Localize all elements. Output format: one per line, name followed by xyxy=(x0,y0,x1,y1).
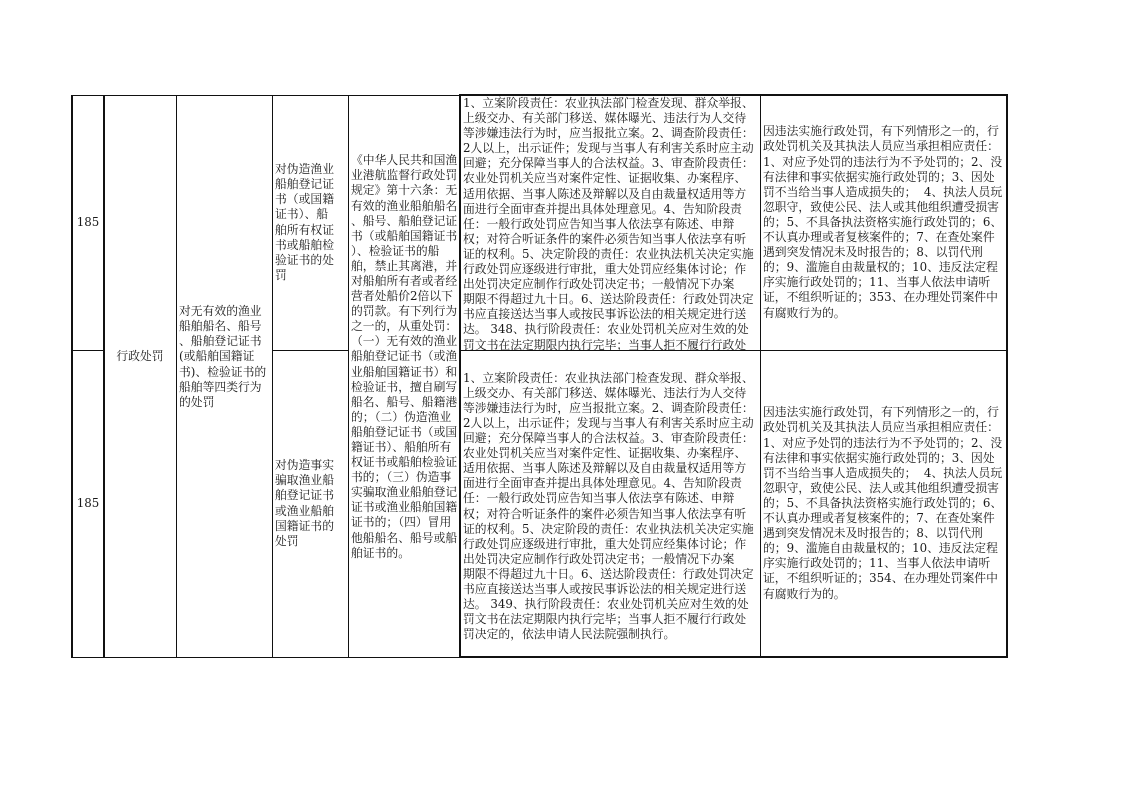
item-cell-row-2-text xyxy=(275,458,346,549)
text-line: 罚文书在法定期限内执行完毕；当事人拒不履行行政处 xyxy=(463,337,747,350)
item-cell-row-2 xyxy=(272,350,348,657)
text-line: 期限不得超过九十日。6、送达阶段责任：行政处罚决定 xyxy=(463,566,754,581)
text-line: 实骗取渔业船舶登记 xyxy=(351,485,458,500)
text-line: 的；（二）伪造渔业 xyxy=(351,409,452,424)
text-line: 有效的渔业船舶船名 xyxy=(351,198,458,213)
text-line: 舶所有权证 xyxy=(275,222,334,237)
grid-line xyxy=(71,95,73,658)
text-line: 船名、船号、船籍港 xyxy=(351,394,458,409)
accountability-cell-row-2-text xyxy=(763,405,1005,601)
text-line: 舶证书的。 xyxy=(351,545,410,560)
text-line: 业港航监督行政处罚 xyxy=(351,168,458,183)
text-line: 农业处罚机关应当对案件定性、证据收集、办案程序、 xyxy=(463,446,747,461)
text-line: 面进行全面审查并提出具体处理意见。4、告知阶段责 xyxy=(463,201,742,216)
grid-line xyxy=(1006,95,1008,658)
text-line: 适用依据、当事人陈述及辩解以及自由裁量权适用等方 xyxy=(463,186,747,201)
grid-line xyxy=(71,95,460,96)
text-line: 序实施行政处罚的；11、当事人依法申请听 xyxy=(763,275,991,290)
text-line: 证，不组织听证的；353、在办理处罚案件中 xyxy=(763,290,998,305)
grid-line xyxy=(459,95,461,658)
text-line: 证书）、船 xyxy=(275,207,329,222)
grid-line xyxy=(760,95,761,658)
text-line: 有腐败行为的。 xyxy=(763,305,846,320)
number-cell-row-2 xyxy=(72,350,104,657)
text-line: 骗取渔业船 xyxy=(275,473,334,488)
text-line: 上级交办、有关部门移送、媒体曝光、违法行为人交待 xyxy=(463,111,747,126)
text-line: 之一的，从重处罚： xyxy=(351,319,458,334)
text-line: 书)、检验证书的 xyxy=(179,364,267,379)
text-line: 遇到突发情况未及时报告的；8、以罚代刑 xyxy=(763,526,983,541)
text-line: 罚决定的，依法申请人民法院强制执行。 xyxy=(463,627,676,642)
duty-cell-row-1-text xyxy=(463,96,758,350)
text-line: 等涉嫌违法行为时，应当报批立案。2、调查阶段责任： xyxy=(463,126,754,141)
text-line: 船舶登记证 xyxy=(275,177,334,192)
grid-line xyxy=(459,350,1008,351)
text-line: 书应直接送达当事人或按民事诉讼法的相关规定进行送 xyxy=(463,581,747,596)
grid-line xyxy=(71,657,460,658)
text-line: 序实施行政处罚的；11、当事人依法申请听 xyxy=(763,556,991,571)
accountability-cell-row-1-text xyxy=(763,124,1005,320)
text-line: 农业处罚机关应当对案件定性、证据收集、办案程序、 xyxy=(463,171,747,186)
text-line: 1、对应予处罚的违法行为不予处罚的；2、没 xyxy=(763,154,1003,169)
text-line: 船舶船名、船号 xyxy=(179,319,262,334)
text-line: 的；5、不具备执法资格实施行政处罚的；6、 xyxy=(763,495,1003,510)
grid-line xyxy=(103,95,105,658)
text-line: 船舶等四类行为 xyxy=(179,379,262,394)
text-line: （一）无有效的渔业 xyxy=(351,334,458,349)
text-line: 的处罚 xyxy=(179,394,215,409)
text-line: 证书或渔业船舶国籍 xyxy=(351,500,458,515)
text-line: 规定》第十六条：无 xyxy=(351,183,458,198)
text-line: 处罚 xyxy=(275,533,299,548)
text-line: 验证书的处 xyxy=(275,252,334,267)
category-cell xyxy=(104,95,176,657)
text-line: 证的权利。5、决定阶段的责任：农业执法机关决定实施 xyxy=(463,246,754,261)
text-line: 证，不组织听证的；354、在办理处罚案件中 xyxy=(763,571,998,586)
text-line: 行政处罚应逐级进行审批，重大处罚应经集体讨论；作 xyxy=(463,262,747,277)
text-line: 或渔业船舶 xyxy=(275,503,334,518)
text-line: 书或船舶检 xyxy=(275,237,334,252)
text-line: (或船舶国籍证 xyxy=(179,349,255,364)
text-line: 罚文书在法定期限内执行完毕；当事人拒不履行行政处 xyxy=(463,612,747,627)
text-line: 的；9、滥施自由裁量权的；10、违反法定程 xyxy=(763,541,998,556)
text-line: 适用依据、当事人陈述及辩解以及自由裁量权适用等方 xyxy=(463,461,747,476)
text-line: 2人以上，出示证件；发现与当事人有利害关系时应主动 xyxy=(463,141,754,156)
accountability-cell-row-2 xyxy=(760,350,1007,657)
text-line: 上级交办、有关部门移送、媒体曝光、违法行为人交待 xyxy=(463,385,747,400)
text-line: 权证书或船舶检验证 xyxy=(351,455,458,470)
text-line: 国籍证书的 xyxy=(275,518,334,533)
text-line: 1、立案阶段责任：农业执法部门检查发现、群众举报、 xyxy=(463,370,754,385)
text-line: 不认真办理或者复核案件的；7、在查处案件 xyxy=(763,511,995,526)
duty-cell-row-2 xyxy=(460,350,760,657)
text-line: ）、检验证书的船 xyxy=(351,243,440,258)
text-line: 忽职守，致使公民、法人或其他组织遭受损害 xyxy=(763,480,999,495)
category-text: 行政处罚 xyxy=(116,349,164,364)
text-line: 、船舶登记证书 xyxy=(179,334,262,349)
text-line: 权；对符合听证条件的案件必须告知当事人依法享有听 xyxy=(463,231,747,246)
text-line: 罚不当给当事人造成损失的； 4、执法人员玩 xyxy=(763,465,1003,480)
duty-cell-row-1 xyxy=(460,95,760,350)
text-line: 的罚款。有下列行为 xyxy=(351,304,458,319)
text-line: 等涉嫌违法行为时，应当报批立案。2、调查阶段责任： xyxy=(463,400,754,415)
text-line: 不认真办理或者复核案件的；7、在查处案件 xyxy=(763,230,995,245)
text-line: 证的权利。5、决定阶段的责任：农业执法机关决定实施 xyxy=(463,521,754,536)
text-line: 舶，禁止其离港，并 xyxy=(351,258,458,273)
text-line: 《中华人民共和国渔 xyxy=(351,153,458,168)
text-line: 因违法实施行政处罚，有下列情形之一的，行 xyxy=(763,124,999,139)
text-line: 政处罚机关及其执法人员应当承担相应责任： xyxy=(763,420,999,435)
text-line: 船舶登记证书（或国 xyxy=(351,424,458,439)
text-line: 他船船名、船号或船 xyxy=(351,530,458,545)
text-line: 检验证书，擅自刷写 xyxy=(351,379,458,394)
text-line: 因违法实施行政处罚，有下列情形之一的，行 xyxy=(763,405,999,420)
text-line: 忽职守，致使公民、法人或其他组织遭受损害 xyxy=(763,199,999,214)
grid-line xyxy=(459,94,1008,96)
text-line: 1、立案阶段责任：农业执法部门检查发现、群众举报、 xyxy=(463,96,754,110)
text-line: 书（或国籍 xyxy=(275,192,334,207)
text-line: 船舶登记证书（或渔 xyxy=(351,349,458,364)
row-number: 185 xyxy=(76,214,100,229)
text-line: 任：一般行政处罚应告知当事人依法享有陈述、申辩 xyxy=(463,216,735,231)
duty-cell-row-2-text xyxy=(463,371,758,643)
text-line: 回避；充分保障当事人的合法权益。3、审查阶段责任： xyxy=(463,156,754,171)
accountability-cell-row-1 xyxy=(760,95,1007,350)
text-line: 2人以上，出示证件；发现与当事人有利害关系时应主动 xyxy=(463,415,754,430)
text-line: 对伪造事实 xyxy=(275,458,334,473)
grid-line xyxy=(176,95,177,658)
text-line: 的；5、不具备执法资格实施行政处罚的；6、 xyxy=(763,214,1003,229)
text-line: 对无有效的渔业 xyxy=(179,304,262,319)
text-line: 回避；充分保障当事人的合法权益。3、审查阶段责任： xyxy=(463,431,754,446)
text-line: 籍证书）、船舶所有 xyxy=(351,440,452,455)
text-line: 营者处船价2倍以下 xyxy=(351,289,453,304)
text-line: 期限不得超过九十日。6、送达阶段责任：行政处罚决定 xyxy=(463,292,754,307)
subject-cell xyxy=(176,95,272,657)
text-line: 有法律和事实依据实施行政处罚的；3、因处 xyxy=(763,450,995,465)
text-line: 出处罚决定应制作行政处罚决定书；一般情况下办案 xyxy=(463,551,735,566)
text-line: 书应直接送达当事人或按民事诉讼法的相关规定进行送 xyxy=(463,307,747,322)
subject-cell-text xyxy=(179,304,270,410)
text-line: 业船舶国籍证书）和 xyxy=(351,364,458,379)
grid-line xyxy=(348,95,349,658)
text-line: 有法律和事实依据实施行政处罚的；3、因处 xyxy=(763,169,995,184)
item-cell-row-1-text xyxy=(275,162,346,283)
text-line: 书（或船舶国籍证书 xyxy=(351,228,458,243)
text-line: 的；9、滥施自由裁量权的；10、违反法定程 xyxy=(763,260,998,275)
text-line: 遇到突发情况未及时报告的；8、以罚代刑 xyxy=(763,245,983,260)
text-line: 权；对符合听证条件的案件必须告知当事人依法享有听 xyxy=(463,506,747,521)
text-line: 舶登记证书 xyxy=(275,488,334,503)
text-line: 对伪造渔业 xyxy=(275,162,334,177)
text-line: 罚不当给当事人造成损失的； 4、执法人员玩 xyxy=(763,184,1003,199)
text-line: 面进行全面审查并提出具体处理意见。4、告知阶段责 xyxy=(463,476,742,491)
text-line: 达。 348、执行阶段责任：农业处罚机关应对生效的处 xyxy=(463,322,749,337)
item-cell-row-1 xyxy=(272,95,348,350)
basis-cell-text xyxy=(351,153,458,561)
text-line: 对船舶所有者或者经 xyxy=(351,273,458,288)
grid-line xyxy=(459,656,1008,658)
text-line: 任：一般行政处罚应告知当事人依法享有陈述、申辩 xyxy=(463,491,735,506)
text-line: 证书的；（四）冒用 xyxy=(351,515,452,530)
grid-line xyxy=(71,350,105,351)
text-line: 书的；（三）伪造事 xyxy=(351,470,452,485)
text-line: 、船号、船舶登记证 xyxy=(351,213,458,228)
grid-line xyxy=(272,350,349,351)
text-line: 达。 349、执行阶段责任：农业处罚机关应对生效的处 xyxy=(463,597,749,612)
number-cell-row-1 xyxy=(72,95,104,350)
row-number: 185 xyxy=(76,495,100,510)
text-line: 罚 xyxy=(275,267,287,282)
text-line: 1、对应予处罚的违法行为不予处罚的；2、没 xyxy=(763,435,1003,450)
text-line: 出处罚决定应制作行政处罚决定书；一般情况下办案 xyxy=(463,277,735,292)
text-line: 有腐败行为的。 xyxy=(763,586,846,601)
grid-line xyxy=(272,95,273,658)
text-line: 政处罚机关及其执法人员应当承担相应责任： xyxy=(763,139,999,154)
basis-cell xyxy=(348,95,460,657)
text-line: 行政处罚应逐级进行审批，重大处罚应经集体讨论；作 xyxy=(463,536,747,551)
